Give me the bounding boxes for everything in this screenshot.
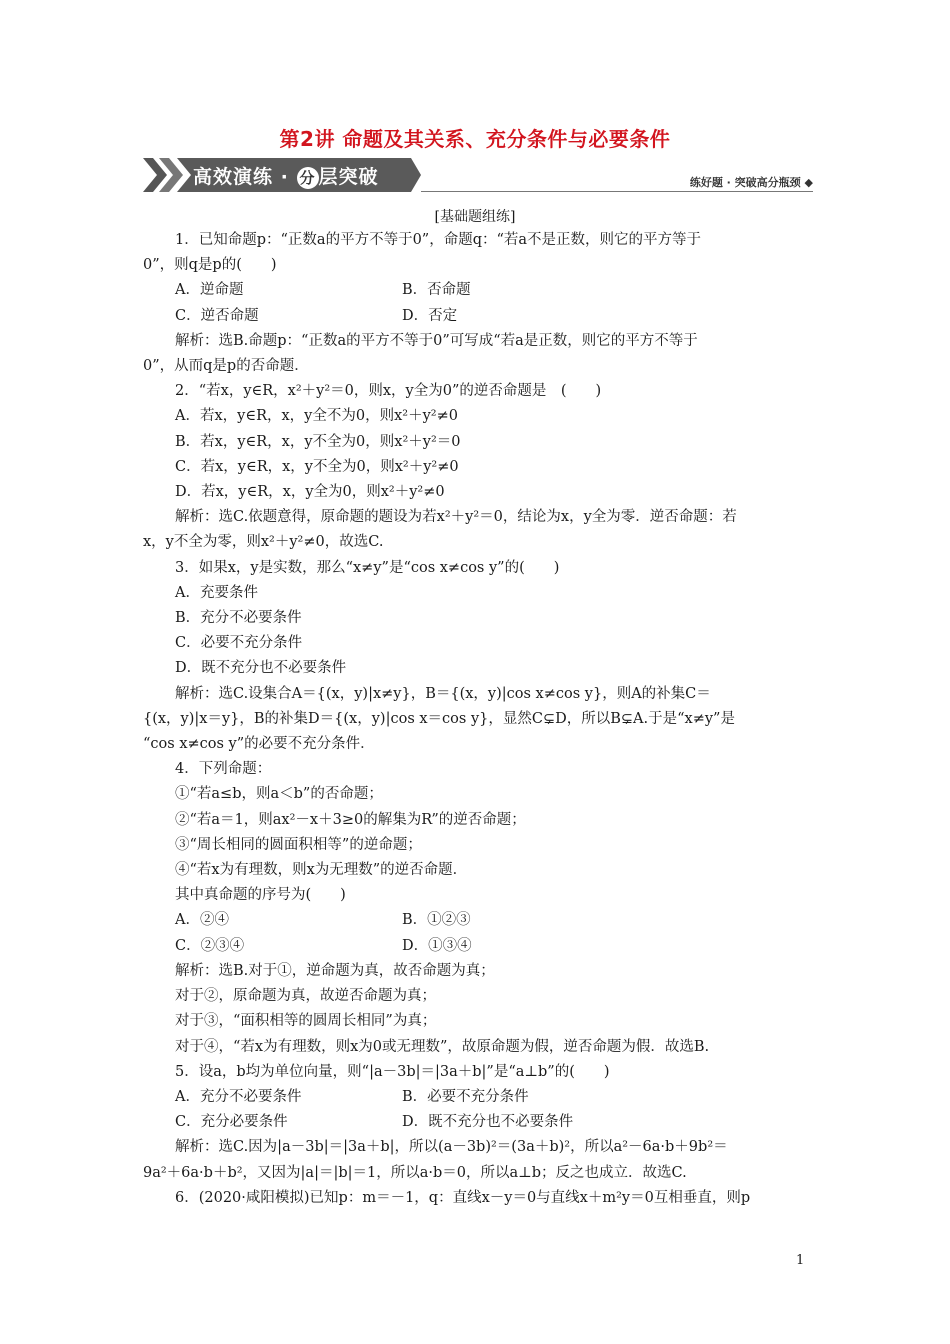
question-text: 6．(2020·咸阳模拟)已知p：m＝－1，q：直线x－y＝0与直线x＋m²y＝0互相垂直，则p bbox=[175, 1189, 751, 1206]
banner-tagline-text: 练好题 · 突破高分瓶颈 bbox=[689, 176, 801, 189]
proposition-item: ④“若x为有理数，则x为无理数”的逆否命题． bbox=[175, 862, 468, 879]
solution-text: 解析：选C.设集合A＝{(x，y)|x≠y}，B＝{(x，y)|cos x≠cos y}，则A的补集C＝ bbox=[175, 685, 711, 702]
solution-text: 对于③，“面积相等的圆周长相同”为真； bbox=[175, 1013, 437, 1030]
option-row bbox=[143, 908, 811, 933]
solution-text: “cos x≠cos y”的必要不充分条件． bbox=[143, 736, 375, 753]
option: D．若x，y∈R，x，y全为0，则x²＋y²≠0 bbox=[175, 484, 445, 501]
banner-char: 效 bbox=[213, 166, 234, 188]
section-heading: [基础题组练] bbox=[434, 209, 516, 225]
proposition-item: ②“若a＝1，则ax²－x＋3≥0的解集为R”的逆否命题； bbox=[175, 811, 526, 828]
solution-text: 解析：选B.命题p：“正数a的平方不等于0”可写成“若a是正数，则它的平方不等于 bbox=[175, 332, 698, 349]
option: D．否定 bbox=[402, 307, 458, 324]
question-text: 2．“若x，y∈R，x²＋y²＝0，则x，y全为0”的逆否命题是 ( ) bbox=[175, 383, 602, 400]
banner-title bbox=[193, 162, 379, 189]
option: D．①③④ bbox=[402, 937, 472, 954]
page-title: 第2讲 命题及其关系、充分条件与必要条件 bbox=[279, 127, 671, 151]
document-body bbox=[143, 228, 811, 1211]
banner-char: 演练 bbox=[233, 166, 274, 188]
question-text: 其中真命题的序号为( ) bbox=[175, 887, 346, 904]
option: B．充分不必要条件 bbox=[175, 610, 302, 627]
proposition-item: ③“周长相同的圆面积相等”的逆命题； bbox=[175, 836, 422, 853]
solution-text: 对于②，原命题为真，故逆否命题为真； bbox=[175, 988, 436, 1005]
section-banner bbox=[143, 158, 813, 194]
option: A．若x，y∈R，x，y全不为0，则x²＋y²≠0 bbox=[175, 408, 458, 425]
question-text: 0”，则q是p的( ) bbox=[143, 257, 277, 274]
option: D．既不充分也不必要条件 bbox=[175, 660, 347, 677]
option: C．必要不充分条件 bbox=[175, 635, 303, 652]
option-row bbox=[143, 1085, 811, 1110]
option-row bbox=[143, 1110, 811, 1135]
solution-text: 对于④，“若x为有理数，则x为0或无理数”，故原命题为假，逆否命题为假．故选B. bbox=[175, 1038, 710, 1055]
option: B．必要不充分条件 bbox=[402, 1088, 529, 1105]
option: C．逆否命题 bbox=[175, 307, 259, 324]
option-row bbox=[143, 278, 811, 303]
banner-tagline bbox=[690, 174, 813, 190]
option: A．充分不必要条件 bbox=[175, 1088, 302, 1105]
banner-divider bbox=[421, 191, 813, 192]
question-text: 5．设a，b均为单位向量，则“|a－3b|＝|3a＋b|”是“a⊥b”的( ) bbox=[175, 1063, 610, 1080]
solution-text: {(x，y)|x＝y}，B的补集D＝{(x，y)|cos x＝cos y}，显然C⊊D，所以B⊊A.于是“x≠y”是 bbox=[143, 710, 735, 727]
option: B．①②③ bbox=[402, 912, 471, 929]
question-text: 3．如果x，y是实数，那么“x≠y”是“cos x≠cos y”的( ) bbox=[175, 559, 560, 576]
banner-dot: · bbox=[280, 166, 289, 188]
solution-text: 9a²＋6a·b＋b²，又因为|a|＝|b|＝1，所以a·b＝0，所以a⊥b；反之也成立．故选C. bbox=[143, 1164, 687, 1181]
proposition-item: ①“若a≤b，则a＜b”的否命题； bbox=[175, 786, 383, 803]
option: A．充要条件 bbox=[175, 584, 258, 601]
banner-char: 层 bbox=[318, 166, 339, 188]
solution-text: 解析：选C.依题意得，原命题的题设为若x²＋y²＝0，结论为x，y全为零．逆否命题：若 bbox=[175, 509, 737, 526]
banner-char-circle: 分 bbox=[297, 167, 319, 189]
option: C．充分必要条件 bbox=[175, 1114, 288, 1131]
question-text: 1．已知命题p：“正数a的平方不等于0”，命题q：“若a不是正数，则它的平方等于 bbox=[175, 232, 702, 248]
option: D．既不充分也不必要条件 bbox=[402, 1114, 574, 1131]
option: A．②④ bbox=[175, 912, 229, 929]
option-row bbox=[143, 934, 811, 959]
diamond-icon: ◆ bbox=[804, 176, 813, 189]
option: A．逆命题 bbox=[175, 282, 244, 299]
banner-char: 高 bbox=[193, 166, 214, 188]
solution-text: 0”，从而q是p的否命题． bbox=[143, 358, 309, 375]
page-number: 1 bbox=[796, 1253, 805, 1268]
banner-char: 突破 bbox=[338, 166, 379, 188]
option: C．②③④ bbox=[175, 937, 245, 954]
option: C．若x，y∈R，x，y不全为0，则x²＋y²≠0 bbox=[175, 458, 459, 475]
solution-text: 解析：选B.对于①，逆命题为真，故否命题为真； bbox=[175, 962, 495, 979]
option-row bbox=[143, 304, 811, 329]
solution-text: 解析：选C.因为|a－3b|＝|3a＋b|，所以(a－3b)²＝(3a＋b)²，所以a²－6a·b＋9b²＝ bbox=[175, 1139, 728, 1156]
solution-text: x，y不全为零，则x²＋y²≠0，故选C. bbox=[143, 534, 384, 551]
option: B．否命题 bbox=[402, 282, 471, 299]
question-text: 4．下列命题： bbox=[175, 761, 272, 778]
option: B．若x，y∈R，x，y不全为0，则x²＋y²＝0 bbox=[175, 433, 461, 450]
